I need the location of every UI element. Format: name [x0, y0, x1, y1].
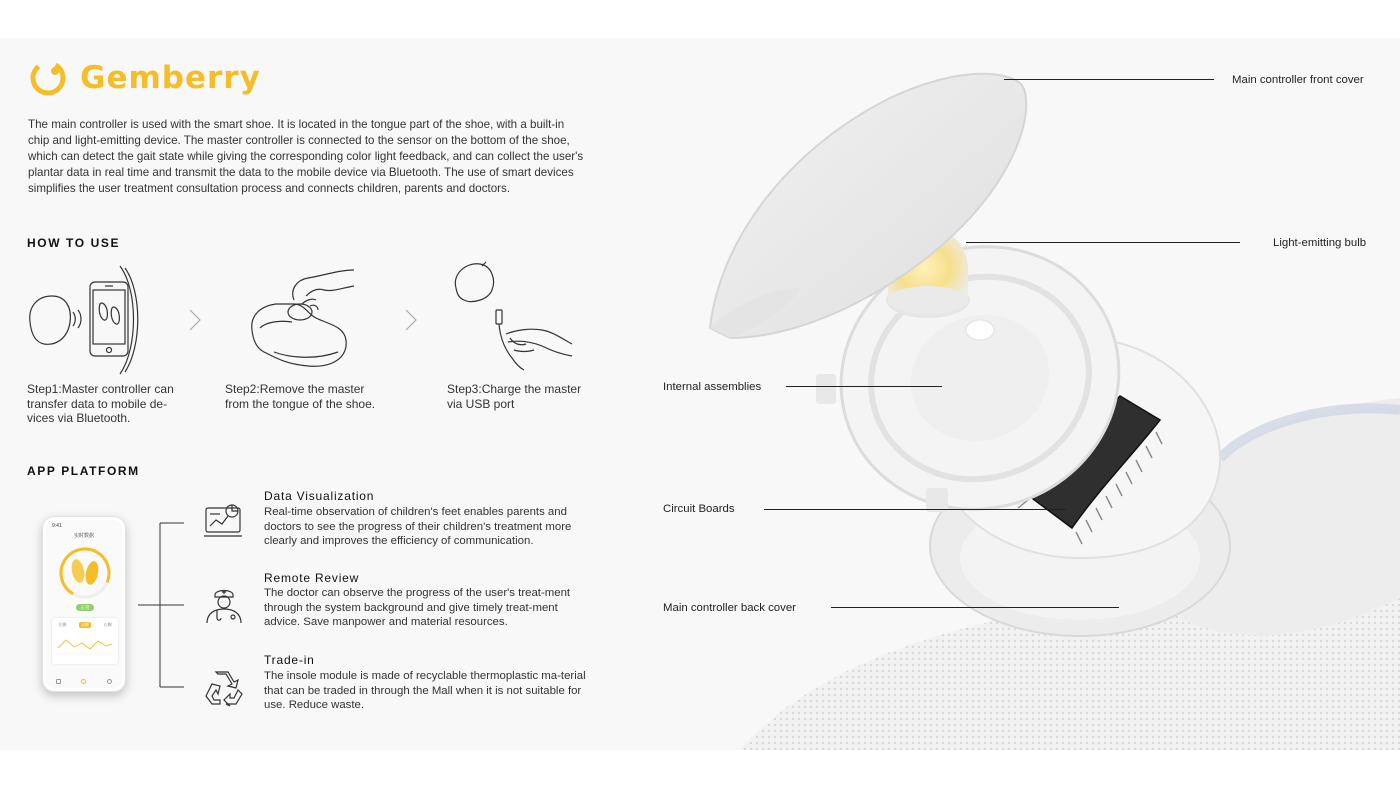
data-visualization-icon: [204, 502, 244, 540]
leader-circuit-boards: [764, 509, 1066, 510]
feature-title-remote-review: Remote Review: [264, 571, 360, 585]
leader-bulb: [966, 242, 1240, 243]
leader-internal-assemblies: [786, 386, 942, 387]
leader-back-cover: [831, 607, 1119, 608]
step-1-text: Step1:Master controller can transfer data to mobile de- vices via Bluetooth.: [27, 382, 174, 425]
callout-circuit-boards: Circuit Boards: [663, 503, 735, 515]
brand-header: [28, 58, 261, 98]
callout-back-cover: Main controller back cover: [663, 602, 796, 614]
phone-tab-right[interactable]: 右脚: [103, 622, 112, 627]
phone-status-time: 9:41: [52, 523, 62, 529]
recycle-icon: [204, 668, 244, 708]
feature-title-trade-in: Trade-in: [264, 653, 315, 667]
feature-title-data-visualization: Data Visualization: [264, 489, 375, 503]
leader-front-cover: [1004, 79, 1214, 80]
phone-line-chart: [56, 632, 114, 658]
phone-chart-card: [52, 618, 118, 664]
poster-canvas: [0, 38, 1400, 750]
callout-bulb: Light-emitting bulb: [1273, 237, 1367, 249]
app-platform-title: APP PLATFORM: [27, 464, 140, 478]
feature-body-remote-review: The doctor can observe the progress of the user's treat-ment through the system background and give timely treat-ment advice. Save manpower and material resources.: [264, 587, 571, 628]
step-2-text: Step2:Remove the master from the tongue of the shoe.: [225, 382, 376, 411]
phone-bottom-nav: [46, 679, 122, 684]
callout-internal-assemblies: Internal assemblies: [663, 381, 762, 393]
data-icon[interactable]: [81, 679, 86, 684]
step-3-text: Step3:Charge the master via USB port: [447, 382, 582, 411]
brand-name: Gemberry: [80, 60, 261, 96]
profile-icon[interactable]: [107, 679, 112, 684]
home-icon[interactable]: [56, 679, 61, 684]
usb-charge-icon: [450, 258, 580, 378]
doctor-icon: [203, 585, 245, 625]
how-to-use-title: HOW TO USE: [27, 236, 121, 250]
chevron-right-icon: [404, 308, 418, 332]
gemberry-logo-icon: [28, 58, 68, 98]
chevron-right-icon: [188, 308, 202, 332]
remove-from-shoe-icon: [246, 260, 360, 378]
feature-bracket: [136, 520, 186, 690]
phone-tab-left[interactable]: 左脚: [58, 622, 67, 627]
foot-pressure-gauge: [56, 544, 114, 602]
exploded-product-illustration: [640, 38, 1400, 750]
callout-front-cover: Main controller front cover: [1232, 74, 1364, 86]
phone-mockup: [42, 516, 126, 692]
feature-body-data-visualization: Real-time observation of children's feet enables parents and doctors to see the progress of their children's treatment more clearly and improves the efficiency of communication.: [264, 506, 572, 547]
phone-tab-both[interactable]: 双脚: [80, 622, 89, 627]
feature-body-trade-in: The insole module is made of recyclable thermoplastic ma-terial that can be traded in through the Mall when it is not suitable for use. Reduce waste.: [264, 670, 586, 711]
phone-screen-title: 实时数据: [73, 533, 94, 539]
status-badge: 正常: [76, 604, 94, 611]
intro-paragraph: The main controller is used with the smart shoe. It is located in the tongue part of the shoe, with a built-in chip and light-emitting device. The master controller is connected to the sensor on the bottom of the shoe, which can detect the gait state while giving the corresponding color light feedback, and can collect the user's plantar data in real time and transmit the data to the mobile device via Bluetooth. The use of smart devices simplifies the user treatment consultation process and connects children, parents and doctors.: [28, 118, 584, 195]
controller-phone-bluetooth-icon: [26, 260, 146, 380]
